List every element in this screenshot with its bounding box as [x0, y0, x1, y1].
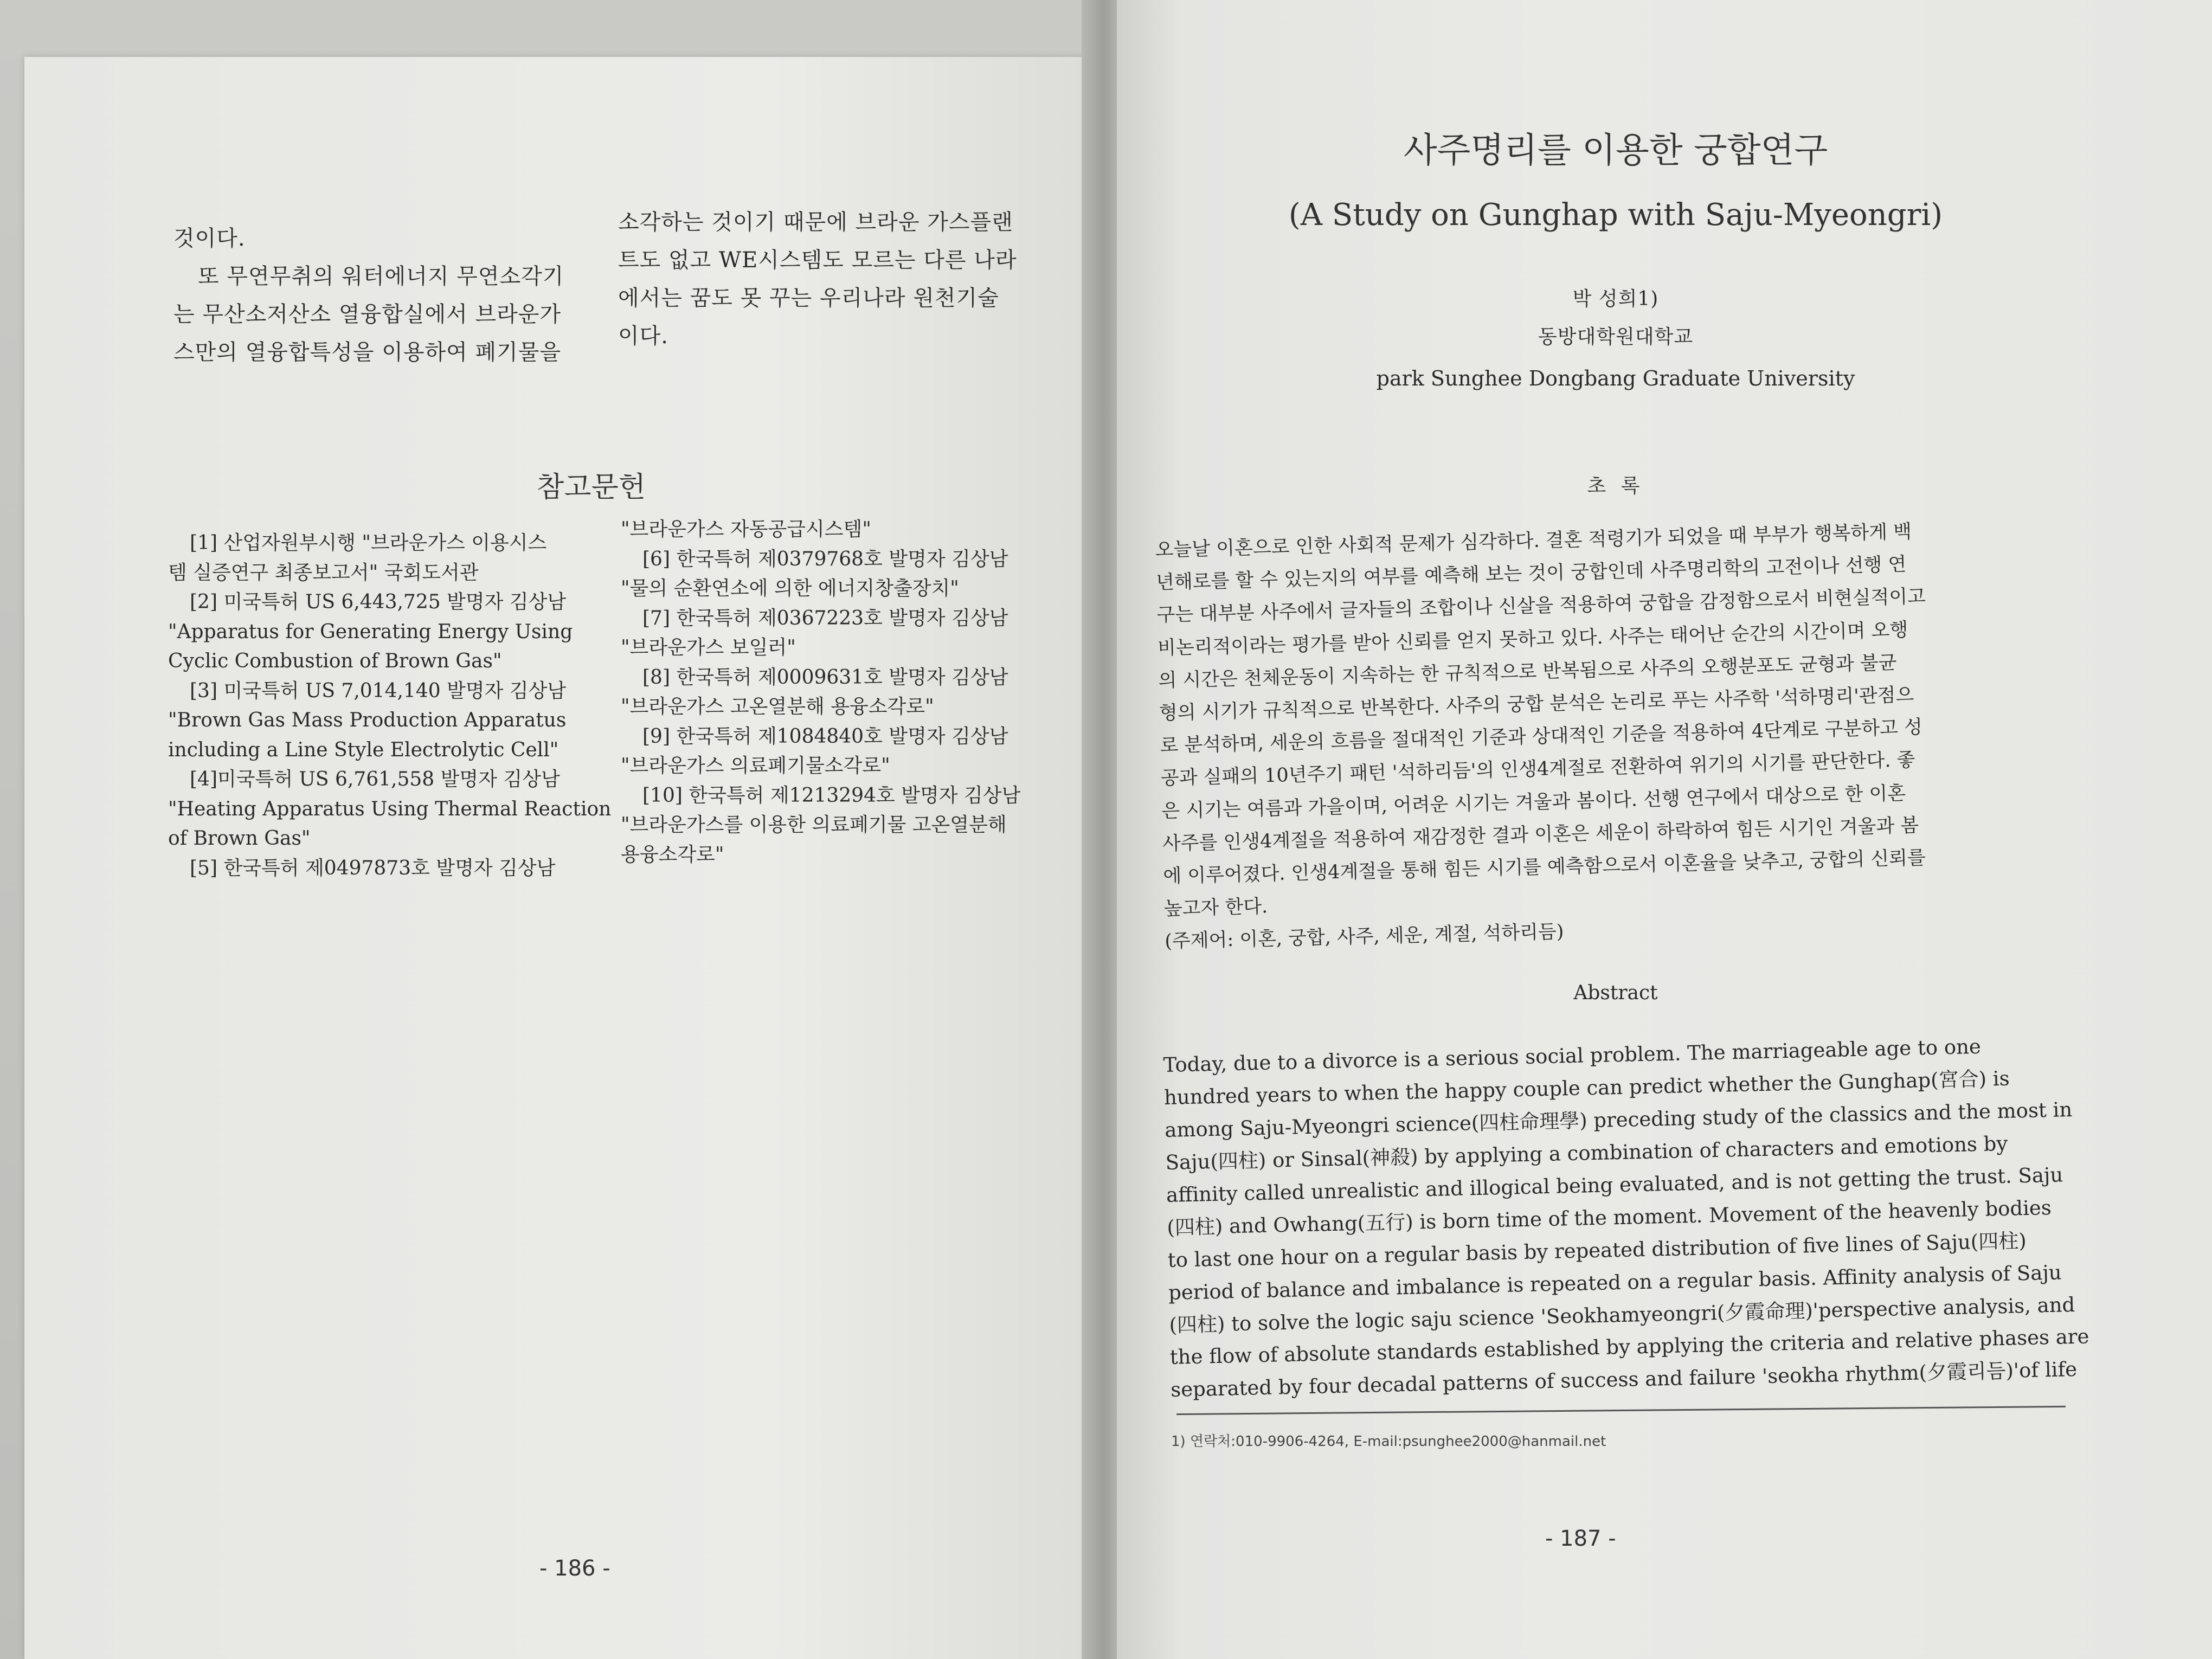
- text-line: separated by four decadal patterns of success and failure 'seokha rhythm(夕霞리듬)'of life: [1170, 1358, 2078, 1402]
- text-line: 소각하는 것이기 때문에 브라운 가스플랜: [618, 210, 1013, 235]
- text-line: 년해로를 할 수 있는지의 여부를 예측해 보는 것이 궁합인데 사주명리학의 고전이나 선행 연: [1155, 554, 1907, 594]
- reference-line: [10] 한국특허 제1213294호 발명자 김상남: [642, 784, 1021, 807]
- reference-line: of Brown Gas": [168, 827, 311, 850]
- abstract-korean-heading: 초 록: [1587, 475, 1644, 497]
- text-line: 트도 없고 WE시스템도 모르는 다른 나라: [618, 248, 1017, 273]
- text-line: 에서는 꿈도 못 꾸는 우리나라 원천기술: [618, 286, 999, 311]
- text-line: (四柱) to solve the logic saju science 'Seokhamyeongri(夕霞命理)'perspective analysis, and: [1169, 1293, 2075, 1337]
- reference-line: [8] 한국특허 제0009631호 발명자 김상남: [642, 666, 1008, 689]
- reference-line: "브라운가스 자동공급시스템": [621, 518, 871, 541]
- keywords: (주제어: 이혼, 궁합, 사주, 세운, 계절, 석하리듬): [1164, 921, 1564, 953]
- reference-line: "브라운가스 보일러": [621, 636, 796, 659]
- author-korean: 박 성희1): [1572, 288, 1659, 310]
- text-line: 에 이루어졌다. 인생4계절을 통해 힘든 시기를 예측함으로서 이혼율을 낮추고, 궁합의 신뢰를: [1162, 847, 1926, 888]
- text-line: 높고자 한다.: [1163, 896, 1268, 920]
- reference-line: [2] 미국특허 US 6,443,725 발명자 김상남: [190, 591, 567, 613]
- right-page: [1117, 0, 2212, 1659]
- reference-line: 템 실증연구 최종보고서" 국회도서관: [168, 561, 479, 584]
- article-title-english: (A Study on Gunghap with Saju-Myeongri): [1288, 197, 1943, 233]
- text-line: among Saju-Myeongri science(四柱命理學) preceding study of the classics and the most in: [1164, 1097, 2073, 1142]
- text-line: the flow of absolute standards established by applying the criteria and relative phases are: [1169, 1324, 2089, 1369]
- reference-line: "물의 순환연소에 의한 에너지창출장치": [621, 577, 959, 600]
- text-line: 것이다.: [173, 226, 246, 251]
- footnote: 1) 연락처:010-9906-4264, E-mail:psunghee2000@hanmail.net: [1171, 1433, 1606, 1450]
- text-line: 의 시간은 천체운동이 지속하는 한 규칙적으로 반복됨으로 사주의 오행분포도 균형과 불균: [1158, 652, 1897, 692]
- text-line: 이다.: [618, 324, 668, 349]
- text-line: 비논리적이라는 평가를 받아 신뢰를 얻지 못하고 있다. 사주는 태어난 순간의 시간이며 오행: [1157, 619, 1908, 659]
- text-line: to last one hour on a regular basis by repeated distribution of five lines of Saju(四柱): [1167, 1229, 2027, 1272]
- reference-line: "Apparatus for Generating Energy Using: [168, 620, 573, 643]
- reference-line: [7] 한국특허 제0367223호 발명자 김상남: [642, 607, 1008, 629]
- text-line: Saju(四柱) or Sinsal(神殺) by applying a combination of characters and emotions by: [1165, 1131, 2008, 1174]
- reference-line: [3] 미국특허 US 7,014,140 발명자 김상남: [190, 679, 567, 702]
- text-line: Today, due to a divorce is a serious social problem. The marriageable age to one: [1163, 1034, 1982, 1077]
- author-english: park Sunghee Dongbang Graduate University: [1376, 366, 1855, 390]
- text-line: 로 분석하며, 세운의 흐름을 절대적인 기준과 상대적인 기준을 적용하여 4단계로 구분하고 성: [1160, 716, 1923, 757]
- abstract-english-body: [1163, 1029, 2089, 1406]
- reference-line: [9] 한국특허 제1084840호 발명자 김상남: [642, 725, 1008, 748]
- left-body-column-2: [618, 203, 1063, 355]
- reference-line: 용융소각로": [621, 843, 724, 866]
- references-column-1: [168, 529, 612, 883]
- reference-line: including a Line Style Electrolytic Cell": [168, 738, 559, 761]
- reference-line: Cyclic Combustion of Brown Gas": [168, 650, 502, 672]
- footnote-rule: [1176, 1406, 2066, 1415]
- reference-line: [4]미국특허 US 6,761,558 발명자 김상남: [190, 768, 560, 790]
- text-line: 오늘날 이혼으로 인한 사회적 문제가 심각하다. 결혼 적령기가 되었을 때 부부가 행복하게 백: [1155, 520, 1912, 561]
- text-line: 공과 실패의 10년주기 패턴 '석하리듬'의 인생4계절로 전환하여 위기의 시기를 판단한다. 좋: [1160, 749, 1915, 790]
- reference-line: [6] 한국특허 제0379768호 발명자 김상남: [642, 548, 1008, 570]
- text-line: 사주를 인생4계절을 적용하여 재감정한 결과 이혼은 세운이 하락하여 힘든 시기인 겨울과 봄: [1162, 814, 1919, 855]
- text-line: 형의 시기가 규칙적으로 반복한다. 사주의 궁합 분석은 논리로 푸는 사주학 '석하명리'관점으: [1159, 684, 1914, 724]
- text-line: hundred years to when the happy couple can predict whether the Gunghap(宮合) is: [1163, 1066, 2010, 1109]
- page-number-right: - 187 -: [1545, 1526, 1616, 1551]
- references-column-2: [621, 515, 1065, 870]
- reference-line: "브라운가스 의료폐기물소각로": [621, 755, 890, 777]
- abstract-korean-body: [1155, 513, 2011, 958]
- article-title-korean: 사주명리를 이용한 궁합연구: [1403, 131, 1828, 171]
- left-body-column-1: [173, 220, 596, 371]
- text-line: affinity called unrealistic and illogical being evaluated, and is not getting the trust. Saju: [1166, 1163, 2063, 1207]
- text-line: period of balance and imbalance is repeated on a regular basis. Affinity analysis of Saju: [1168, 1261, 2062, 1304]
- abstract-english-heading: Abstract: [1573, 982, 1658, 1004]
- reference-line: [1] 산업자원부시행 "브라운가스 이용시스: [190, 532, 547, 554]
- left-page: [24, 57, 1090, 1659]
- references-heading: 참고문헌: [537, 471, 646, 504]
- text-line: 또 무연무취의 워터에너지 무연소각기: [198, 264, 564, 289]
- page-number-left: - 186 -: [539, 1556, 610, 1581]
- reference-line: "Brown Gas Mass Production Apparatus: [168, 709, 567, 731]
- reference-line: [5] 한국특허 제0497873호 발명자 김상남: [190, 857, 556, 879]
- text-line: 는 무산소저산소 열융합실에서 브라운가: [173, 302, 562, 327]
- text-line: 은 시기는 여름과 가을이며, 어려운 시기는 겨울과 봄이다. 선행 연구에서 대상으로 한 이혼: [1161, 782, 1906, 822]
- reference-line: "브라운가스 고온열분해 용융소각로": [621, 696, 934, 718]
- text-line: (四柱) and Owhang(五行) is born time of the moment. Movement of the heavenly bodies: [1166, 1195, 2052, 1239]
- reference-line: "브라운가스를 이용한 의료폐기물 고온열분해: [621, 814, 1007, 836]
- reference-line: "Heating Apparatus Using Thermal Reaction: [168, 798, 612, 820]
- text-line: 구는 대부분 사주에서 글자들의 조합이나 신살을 적용하여 궁합을 감정함으로서 비현실적이고: [1156, 586, 1926, 627]
- text-line: 스만의 열융합특성을 이용하여 폐기물을: [173, 340, 562, 365]
- affiliation-korean: 동방대학원대학교: [1538, 326, 1694, 348]
